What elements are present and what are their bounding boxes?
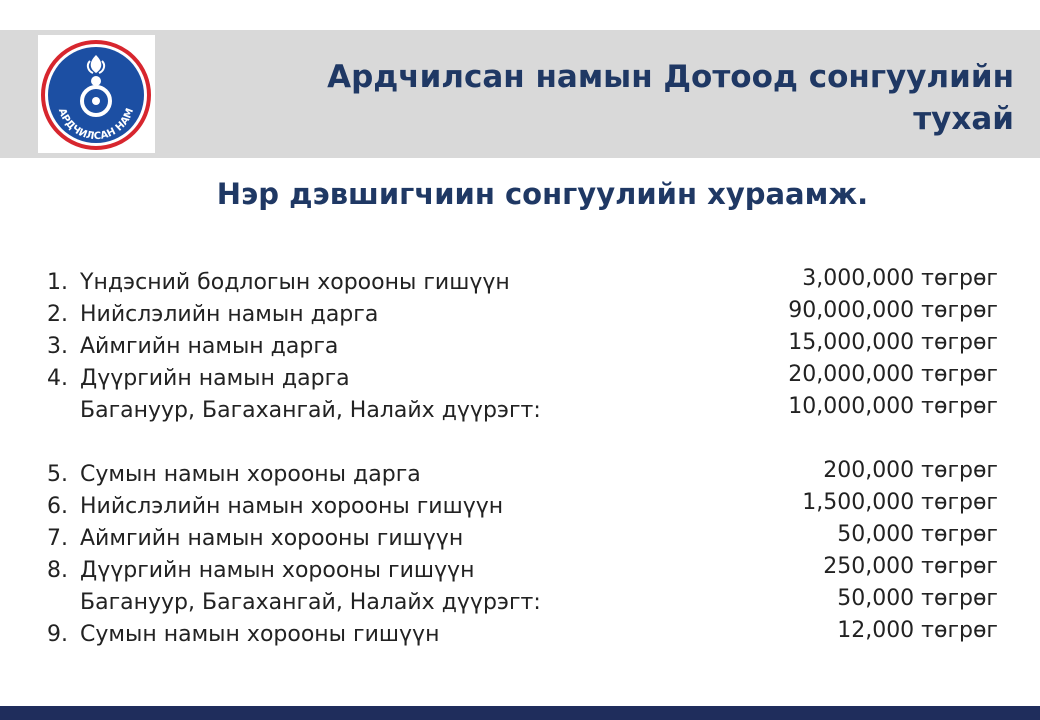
item-amount: 20,000,000 төгрөг: [788, 362, 998, 387]
list-item: [40, 522, 1000, 554]
item-label: Үндэсний бодлогын хорооны гишүүн: [80, 270, 510, 295]
item-amount: 10,000,000 төгрөг: [788, 394, 998, 419]
item-amount: 12,000 төгрөг: [837, 618, 998, 643]
list-item: [40, 298, 1000, 330]
item-amount: 50,000 төгрөг: [837, 586, 998, 611]
fee-list: [40, 266, 1000, 650]
item-number: 4.: [47, 366, 68, 391]
item-number: 1.: [47, 270, 68, 295]
item-number: 6.: [47, 494, 68, 519]
item-label: Дүүргийн намын дарга: [80, 366, 350, 391]
item-number: 9.: [47, 622, 68, 647]
item-label: Нийслэлийн намын дарга: [80, 302, 379, 327]
list-item: [40, 554, 1000, 586]
list-item: [40, 618, 1000, 650]
item-amount: 3,000,000 төгрөг: [802, 266, 998, 291]
item-amount: 1,500,000 төгрөг: [802, 490, 998, 515]
list-item: [40, 330, 1000, 362]
list-spacer: [40, 426, 1000, 458]
item-label: Багануур, Багахангай, Налайх дүүрэгт:: [80, 398, 541, 423]
list-item: [40, 266, 1000, 298]
page-title: Ардчилсан намын Дотоод сонгуулийн тухай: [327, 59, 1014, 137]
item-label: Багануур, Багахангай, Налайх дүүрэгт:: [80, 590, 541, 615]
item-label: Аймгийн намын хорооны гишүүн: [80, 526, 464, 551]
item-amount: 90,000,000 төгрөг: [788, 298, 998, 323]
item-number: 8.: [47, 558, 68, 583]
item-label: Сумын намын хорооны дарга: [80, 462, 421, 487]
item-label: Аймгийн намын дарга: [80, 334, 339, 359]
list-item: [40, 490, 1000, 522]
list-item: [40, 394, 1000, 426]
list-item: [40, 586, 1000, 618]
list-item: [40, 362, 1000, 394]
item-amount: 15,000,000 төгрөг: [788, 330, 998, 355]
top-margin: [0, 0, 1040, 30]
item-number: 2.: [47, 302, 68, 327]
item-number: 3.: [47, 334, 68, 359]
item-amount: 50,000 төгрөг: [837, 522, 998, 547]
footer-bar: [0, 706, 1040, 720]
item-number: 5.: [47, 462, 68, 487]
header-band: [0, 30, 1040, 158]
section-subtitle: Нэр дэвшигчиин сонгуулийн хураамж.: [216, 177, 869, 211]
list-item: [40, 458, 1000, 490]
item-label: Дүүргийн намын хорооны гишүүн: [80, 558, 475, 583]
item-label: Сумын намын хорооны гишүүн: [80, 622, 440, 647]
item-label: Нийслэлийн намын хорооны гишүүн: [80, 494, 504, 519]
logo-text: АРДЧИЛСАН НАМ: [55, 106, 137, 143]
party-logo: [38, 35, 155, 153]
item-amount: 250,000 төгрөг: [823, 554, 998, 579]
item-number: 7.: [47, 526, 68, 551]
item-amount: 200,000 төгрөг: [823, 458, 998, 483]
